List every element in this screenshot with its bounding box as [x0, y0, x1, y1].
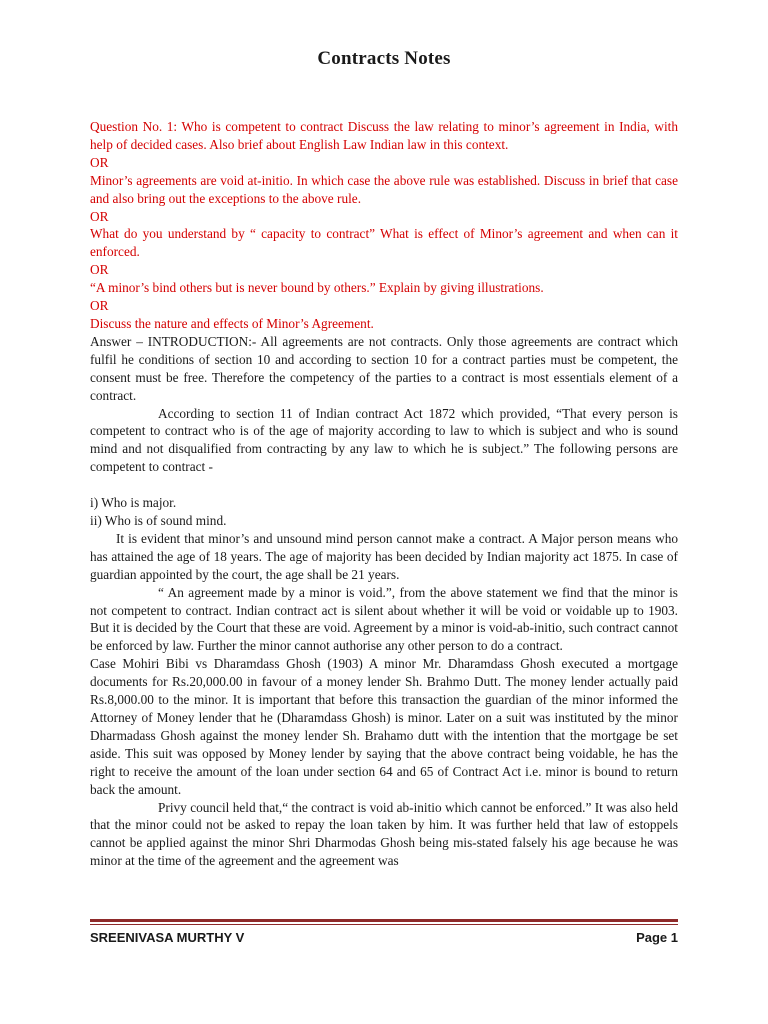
- document-body: [90, 118, 678, 870]
- question-text: Minor’s agreements are void at-initio. In which case the above rule was established. Discuss in brief that case and also bring out the exceptions to the above rule.: [90, 172, 678, 206]
- or-separator: OR: [90, 154, 109, 170]
- question-text: Question No. 1: Who is competent to contract Discuss the law relating to minor’s agreement in India, with help of decided cases. Also brief about English Law Indian law in this context.: [90, 119, 678, 152]
- answer-evident-paragraph: It is evident that minor’s and unsound mind person cannot make a contract. A Major person means who has attained the age of 18 years. The age of majority has been decided by Indian majority act 1875. In case of guardian appointed by the court, the age shall be 21 years.: [90, 530, 678, 582]
- footer-author: SREENIVASA MURTHY V: [90, 930, 245, 945]
- question-text: Discuss the nature and effects of Minor’s Agreement.: [90, 315, 374, 331]
- answer-section-11: According to section 11 of Indian contract Act 1872 which provided, “That every person is competent to contract who is of the age of majority according to law to which is subject and who is sound mind and not disqualified from contracting by any law to which he is subject.” The following persons are competent to contract -: [90, 405, 678, 475]
- page-number: Page 1: [636, 930, 678, 945]
- or-separator: OR: [90, 298, 109, 314]
- case-paragraph: Case Mohiri Bibi vs Dharamdass Ghosh (1903) A minor Mr. Dharamdass Ghosh executed a mortgage documents for Rs.20,000.00 in favour of a money lender Sh. Brahmo Dutt. The money lender actually paid Rs.8,000.00 to the minor. It is important that before this transaction the guardian of the minor informed the Attorney of Money lender that he (Dharamdass Ghosh) is minor. Later on a suit was instituted by the minor Dharmadass Ghosh against the money lender Sh. Brahamo dutt with the intention that the mortgage be set aside. This suit was opposed by Money lender by saying that the above contract being voidable, he has the right to receive the amount of the loan under section 64 and 65 of Contract Act i.e. minor is bound to return back the amount.: [90, 656, 678, 797]
- answer-introduction: Answer – INTRODUCTION:- All agreements are not contracts. Only those agreements are contract which fulfil he conditions of section 10 and according to section 10 for a contract parties must be competent, the consent must be free. Therefore the competency of the parties to a contract is most essentials element of a contract.: [90, 333, 678, 403]
- or-separator: OR: [90, 262, 109, 278]
- answer-minor-void-paragraph: “ An agreement made by a minor is void.”, from the above statement we find that the minor is not competent to contract. Indian contract act is silent about whether it will be void or voidable up to 1903. But it is decided by the Court that these are void. Agreement by a minor is void-ab-initio, such contract cannot be enforced by law. Further the minor cannot authorise any other person to do a contract.: [90, 584, 678, 654]
- privy-council-paragraph: Privy council held that,“ the contract is void ab-initio which cannot be enforced.” It was also held that the minor could not be asked to repay the loan taken by him. It was further held that law of estoppels cannot be applied against the minor Shri Dharmodas Ghosh being mis-stated falsely his age because he was minor at the time of the agreement and the agreement was: [90, 799, 678, 869]
- question-text: “A minor’s bind others but is never bound by others.” Explain by giving illustrations.: [90, 280, 544, 296]
- or-separator: OR: [90, 208, 109, 224]
- page-title: Contracts Notes: [317, 48, 451, 69]
- footer-divider-thin: [90, 924, 678, 925]
- question-text: What do you understand by “ capacity to contract” What is effect of Minor’s agreement and when can it enforced.: [90, 226, 678, 260]
- footer-divider: [90, 919, 678, 922]
- list-item: i) Who is major.: [90, 495, 177, 511]
- paragraph-gap: [90, 476, 678, 494]
- list-item: ii) Who is of sound mind.: [90, 513, 227, 529]
